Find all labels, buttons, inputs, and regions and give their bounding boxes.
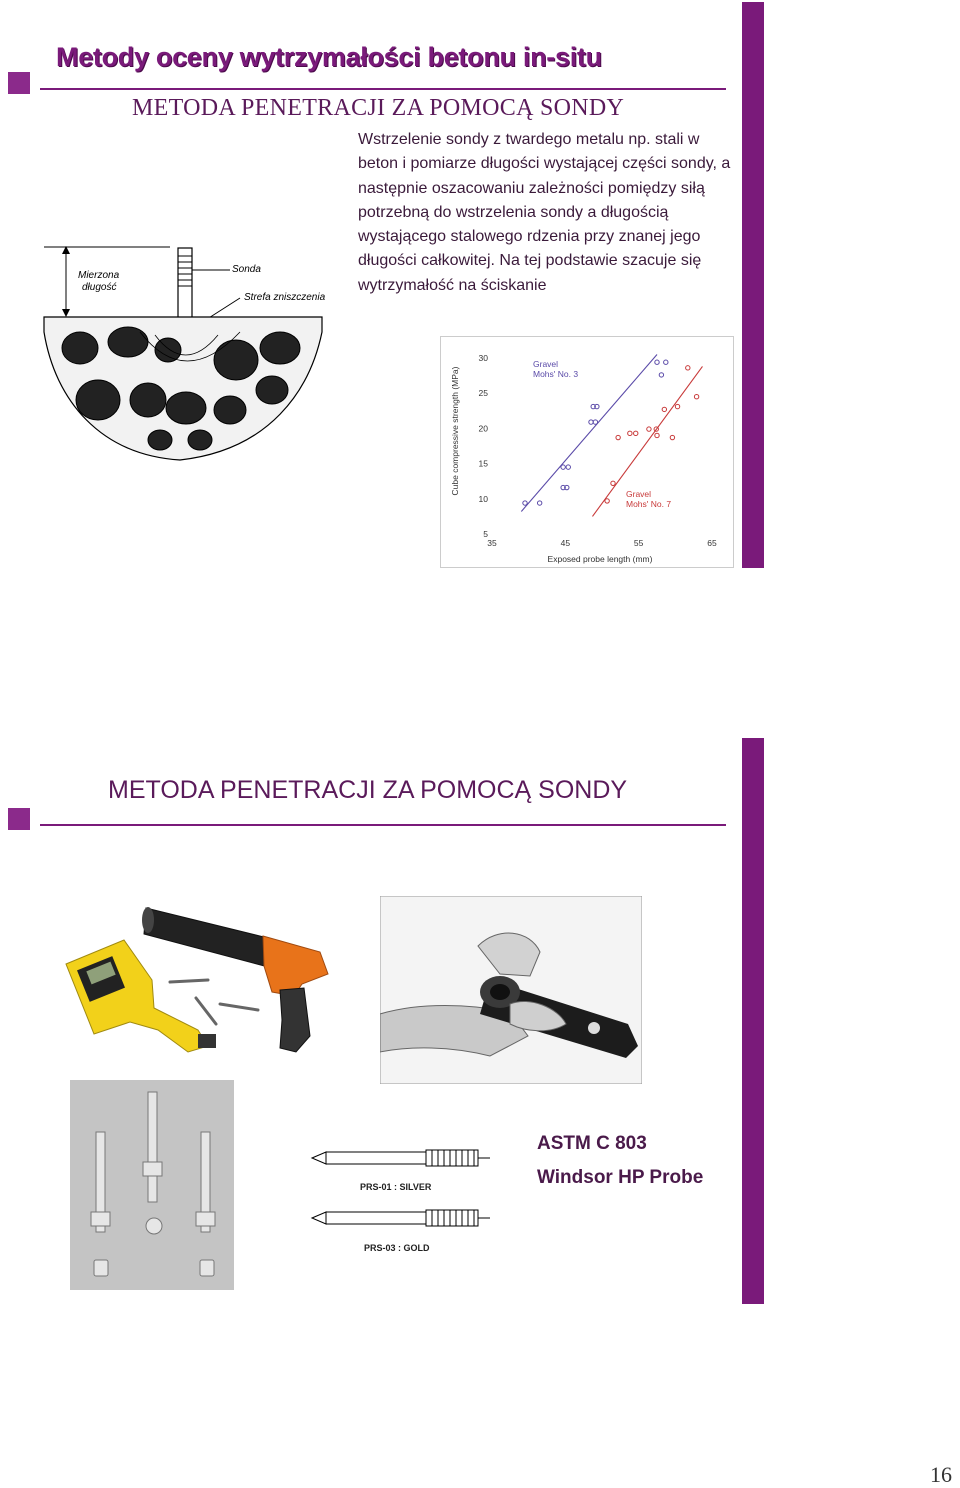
legend-series-1-line2: Mohs' No. 3 xyxy=(533,369,579,379)
data-point-s2-4 xyxy=(634,431,638,435)
slide2-title-rule xyxy=(40,824,726,826)
slide1-title-rule xyxy=(40,88,726,90)
y-tick-label-3: 20 xyxy=(478,423,488,434)
chart-y-axis-label: Cube compressive strength (MPa) xyxy=(450,366,460,496)
method-description: Wstrzelenie sondy z twardego metalu np. stali w beton i pomiarze długości wystającej części sondy, a następnie oszacowaniu zależności pomiędzy siłą potrzebną do wstrzelenia sondy a długością wystającego stalowego rdzenia przy znanej jego długości całkowitej. Na tej podstawie szacuje się wytrzymałość na ściskanie xyxy=(358,131,731,294)
section-subtitle: METODA PENETRACJI ZA POMOCĄ SONDY xyxy=(132,95,625,121)
diagram-label-probe: Sonda xyxy=(232,264,261,275)
data-point-s2-12 xyxy=(662,407,666,411)
data-point-s2-11 xyxy=(694,395,698,399)
probe-penetration-diagram xyxy=(40,240,330,465)
diagram-label-measured-line1: Mierzona xyxy=(78,270,120,281)
data-point-s1-7 xyxy=(593,420,597,424)
data-point-s1-5 xyxy=(566,465,570,469)
x-tick-label-0: 35 xyxy=(487,538,497,548)
data-point-s2-5 xyxy=(647,427,651,431)
x-tick-label-3: 65 xyxy=(707,538,717,548)
probe-pins-photo xyxy=(70,1080,234,1290)
data-point-s1-12 xyxy=(659,373,663,377)
data-point-s1-4 xyxy=(561,465,565,469)
data-point-s1-6 xyxy=(589,420,593,424)
slide1-bullet-square xyxy=(8,72,30,94)
windsor-probe-gun-photo xyxy=(58,900,342,1070)
y-tick-label-4: 25 xyxy=(478,388,488,399)
data-point-s2-3 xyxy=(628,431,632,435)
data-point-s2-7 xyxy=(655,433,659,437)
slide2-side-bar xyxy=(742,738,764,1304)
legend-series-2-line2: Mohs' No. 7 xyxy=(626,499,672,509)
probe-loading-photo xyxy=(380,896,642,1084)
probe-label-silver: PRS-01 : SILVER xyxy=(360,1182,432,1192)
astm-standard-label: ASTM C 803 xyxy=(537,1133,647,1154)
data-point-s1-1 xyxy=(537,501,541,505)
y-tick-label-2: 15 xyxy=(478,458,488,469)
strength-vs-probe-length-chart xyxy=(440,336,732,568)
y-tick-label-1: 10 xyxy=(478,493,488,504)
diagram-label-damage-zone: Strefa zniszczenia xyxy=(244,292,326,303)
probe-label-gold: PRS-03 : GOLD xyxy=(364,1243,430,1253)
slide2-bullet-square xyxy=(8,808,30,830)
slide2-subtitle: METODA PENETRACJI ZA POMOCĄ SONDY xyxy=(108,776,628,804)
data-point-s2-1 xyxy=(611,481,615,485)
legend-series-2-line1: Gravel xyxy=(626,489,652,499)
page-number: 16 xyxy=(930,1462,952,1487)
legend-series-1-line1: Gravel xyxy=(533,359,559,369)
windsor-product-label: Windsor HP Probe xyxy=(537,1167,704,1188)
data-point-s2-9 xyxy=(675,404,679,408)
data-point-s2-8 xyxy=(670,435,674,439)
data-point-s1-11 xyxy=(664,360,668,364)
data-point-s2-0 xyxy=(605,499,609,503)
data-point-s2-2 xyxy=(616,435,620,439)
diagram-label-measured-line2: długość xyxy=(82,282,117,293)
slide1-side-bar xyxy=(742,2,764,568)
y-tick-label-5: 30 xyxy=(478,353,488,363)
y-tick-label-0: 5 xyxy=(483,529,488,539)
page-title: Metody oceny wytrzymałości betonu in-situ xyxy=(56,42,602,72)
x-tick-label-1: 45 xyxy=(560,538,571,548)
x-tick-label-2: 55 xyxy=(633,538,644,548)
data-point-s1-10 xyxy=(655,360,659,364)
probe-technical-drawing xyxy=(306,1140,496,1260)
data-point-s2-10 xyxy=(686,366,690,370)
data-point-s1-0 xyxy=(523,501,527,505)
chart-x-axis-label: Exposed probe length (mm) xyxy=(547,554,653,564)
